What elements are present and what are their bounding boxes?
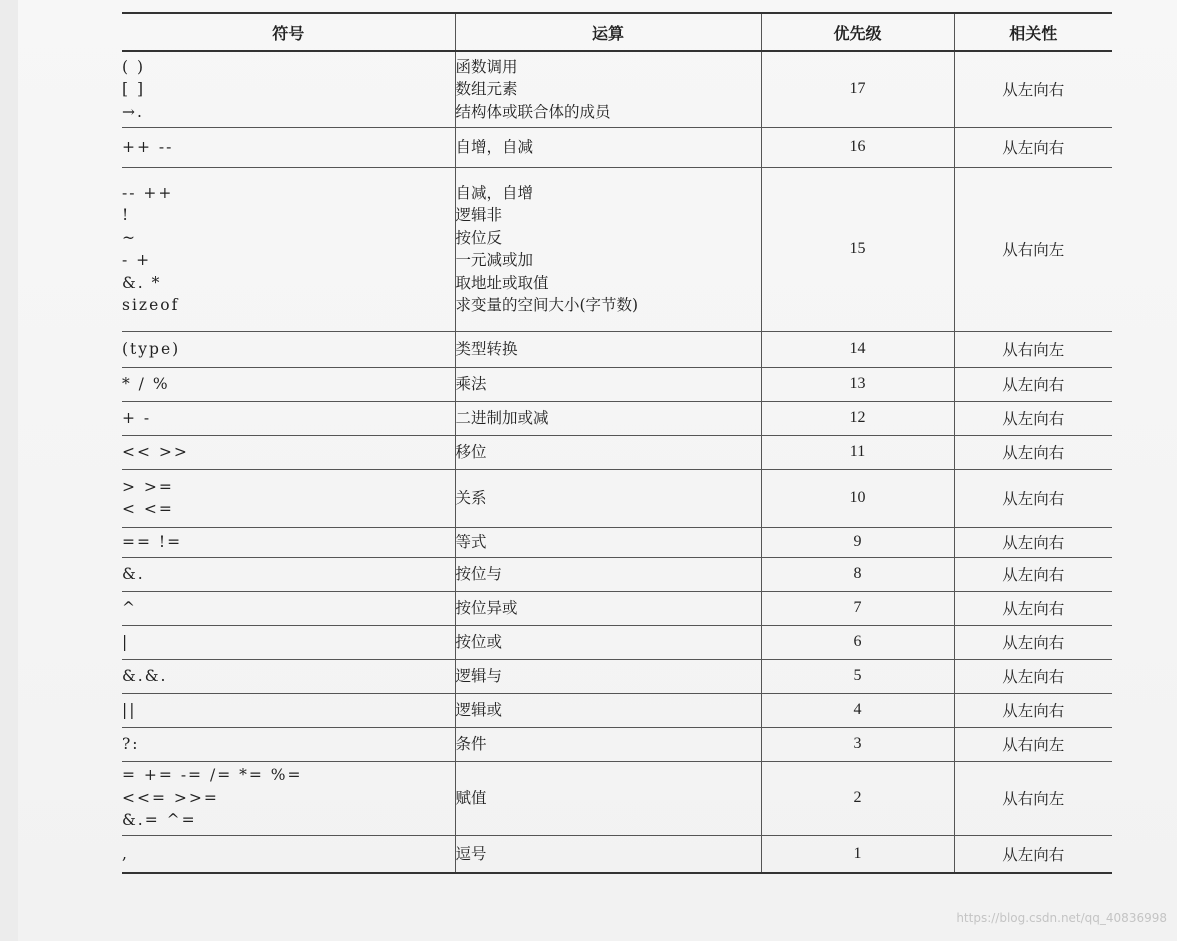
precedence-cell: 11 — [761, 435, 954, 469]
symbol-cell — [122, 625, 455, 659]
operator-symbol: →. — [122, 102, 144, 121]
operator-symbol: - + — [122, 251, 152, 269]
operation-name: 移位 — [455, 442, 487, 461]
table-row — [122, 127, 1112, 167]
operation-name: 自减，自增 — [455, 183, 534, 202]
precedence-cell: 6 — [761, 625, 954, 659]
operator-symbol: * / % — [122, 374, 170, 393]
symbol-cell — [122, 435, 455, 469]
table-row — [122, 835, 1112, 873]
precedence-cell: 5 — [761, 659, 954, 693]
operation-cell — [455, 127, 761, 167]
table-row — [122, 659, 1112, 693]
header-precedence: 优先级 — [761, 13, 954, 51]
symbol-cell — [122, 331, 455, 367]
operator-symbol: < <= — [122, 500, 174, 518]
operator-symbol: ( ) — [122, 57, 146, 76]
operation-name: 数组元素 — [455, 80, 518, 98]
table-row — [122, 435, 1112, 469]
table-row — [122, 591, 1112, 625]
operation-cell — [455, 367, 761, 401]
operation-name: 二进制加或减 — [455, 408, 549, 427]
operator-symbol: -- ++ — [122, 183, 174, 202]
table-row — [122, 557, 1112, 591]
table-row — [122, 401, 1112, 435]
operation-cell — [455, 761, 761, 835]
symbol-cell — [122, 557, 455, 591]
page-edge-shadow — [0, 0, 18, 941]
watermark: https://blog.csdn.net/qq_40836998 — [956, 911, 1167, 925]
operation-name: 结构体或联合体的成员 — [455, 102, 611, 121]
symbol-cell — [122, 51, 455, 127]
operation-name: 逻辑或 — [455, 700, 503, 719]
associativity-cell: 从右向左 — [954, 167, 1112, 331]
operation-name: 按位与 — [455, 564, 503, 583]
operation-name: 一元减或加 — [455, 251, 534, 269]
precedence-cell: 4 — [761, 693, 954, 727]
associativity-cell: 从左向右 — [954, 51, 1112, 127]
operation-name: 类型转换 — [455, 339, 518, 358]
operation-cell — [455, 435, 761, 469]
symbol-cell — [122, 659, 455, 693]
operation-name: 函数调用 — [455, 57, 518, 76]
operation-name: 逻辑与 — [455, 666, 503, 685]
operator-precedence-table — [122, 12, 1112, 874]
associativity-cell: 从右向左 — [954, 761, 1112, 835]
operator-symbol: << >> — [122, 442, 189, 461]
operator-symbol: ! — [122, 206, 131, 224]
associativity-cell: 从右向左 — [954, 331, 1112, 367]
operation-cell — [455, 167, 761, 331]
operation-cell — [455, 693, 761, 727]
operator-symbol: | — [122, 632, 130, 651]
associativity-cell: 从左向右 — [954, 557, 1112, 591]
associativity-cell: 从左向右 — [954, 835, 1112, 873]
operator-symbol: [ ] — [122, 80, 146, 98]
precedence-cell: 1 — [761, 835, 954, 873]
operator-symbol: > >= — [122, 477, 174, 496]
precedence-cell: 3 — [761, 727, 954, 761]
operation-name: 乘法 — [455, 374, 487, 393]
operator-symbol: &.= ^= — [122, 811, 197, 830]
table-body — [122, 51, 1112, 873]
symbol-cell — [122, 167, 455, 331]
associativity-cell: 从左向右 — [954, 469, 1112, 527]
table-row — [122, 331, 1112, 367]
precedence-cell: 2 — [761, 761, 954, 835]
operator-symbol: &. * — [122, 273, 162, 292]
symbol-cell — [122, 761, 455, 835]
symbol-cell — [122, 727, 455, 761]
operation-cell — [455, 331, 761, 367]
operation-cell — [455, 401, 761, 435]
precedence-cell: 9 — [761, 527, 954, 557]
operator-symbol: sizeof — [122, 296, 180, 314]
operation-name: 逻辑非 — [455, 206, 503, 224]
associativity-cell: 从左向右 — [954, 693, 1112, 727]
precedence-cell: 16 — [761, 127, 954, 167]
precedence-cell: 17 — [761, 51, 954, 127]
operation-name: 条件 — [455, 734, 487, 753]
associativity-cell: 从左向右 — [954, 527, 1112, 557]
associativity-cell: 从右向左 — [954, 727, 1112, 761]
operator-symbol: || — [122, 700, 137, 719]
precedence-cell: 13 — [761, 367, 954, 401]
operator-symbol: ?: — [122, 734, 140, 753]
table-row — [122, 527, 1112, 557]
precedence-cell: 7 — [761, 591, 954, 625]
associativity-cell: 从左向右 — [954, 659, 1112, 693]
associativity-cell: 从左向右 — [954, 367, 1112, 401]
table-row — [122, 367, 1112, 401]
operation-cell — [455, 557, 761, 591]
table-row — [122, 761, 1112, 835]
operation-name: 按位或 — [455, 632, 503, 651]
table-row — [122, 167, 1112, 331]
operation-cell — [455, 51, 761, 127]
operation-cell — [455, 835, 761, 873]
associativity-cell: 从左向右 — [954, 625, 1112, 659]
associativity-cell: 从左向右 — [954, 401, 1112, 435]
table-row — [122, 469, 1112, 527]
operation-name: 等式 — [455, 532, 487, 551]
operator-symbol: == != — [122, 532, 183, 551]
header-associativity: 相关性 — [954, 13, 1112, 51]
operator-symbol: + - — [122, 408, 152, 427]
header-symbol: 符号 — [122, 13, 455, 51]
operator-symbol: , — [122, 844, 129, 863]
operation-cell — [455, 659, 761, 693]
table-row — [122, 51, 1112, 127]
operator-symbol: ++ -- — [122, 137, 174, 156]
operation-name: 关系 — [455, 488, 487, 507]
operator-symbol: &.&. — [122, 666, 168, 685]
precedence-cell: 10 — [761, 469, 954, 527]
symbol-cell — [122, 401, 455, 435]
precedence-cell: 15 — [761, 167, 954, 331]
operator-symbol: ~ — [122, 228, 137, 247]
operator-symbol: &. — [122, 564, 145, 583]
operation-cell — [455, 727, 761, 761]
operation-name: 取地址或取值 — [455, 273, 549, 292]
symbol-cell — [122, 127, 455, 167]
operation-cell — [455, 625, 761, 659]
associativity-cell: 从左向右 — [954, 127, 1112, 167]
symbol-cell — [122, 591, 455, 625]
symbol-cell — [122, 835, 455, 873]
operation-cell — [455, 591, 761, 625]
symbol-cell — [122, 367, 455, 401]
precedence-cell: 8 — [761, 557, 954, 591]
symbol-cell — [122, 527, 455, 557]
header-operation: 运算 — [455, 13, 761, 51]
operation-name: 自增，自减 — [455, 137, 534, 156]
operation-name: 求变量的空间大小(字节数) — [455, 296, 639, 314]
associativity-cell: 从左向右 — [954, 435, 1112, 469]
table-row — [122, 727, 1112, 761]
operation-name: 按位反 — [455, 228, 503, 247]
operator-symbol: ^ — [122, 598, 137, 617]
operation-name: 逗号 — [455, 844, 487, 863]
operator-symbol: (type) — [122, 339, 181, 358]
operator-symbol: = += -= /= *= %= — [122, 766, 303, 785]
table-row — [122, 625, 1112, 659]
operation-cell — [455, 469, 761, 527]
operator-symbol: <<= >>= — [122, 788, 219, 807]
precedence-cell: 14 — [761, 331, 954, 367]
operation-cell — [455, 527, 761, 557]
symbol-cell — [122, 469, 455, 527]
precedence-cell: 12 — [761, 401, 954, 435]
operation-name: 赋值 — [455, 788, 487, 807]
symbol-cell — [122, 693, 455, 727]
operation-name: 按位异或 — [455, 598, 518, 617]
table-row — [122, 693, 1112, 727]
header-row — [122, 13, 1112, 51]
associativity-cell: 从左向右 — [954, 591, 1112, 625]
